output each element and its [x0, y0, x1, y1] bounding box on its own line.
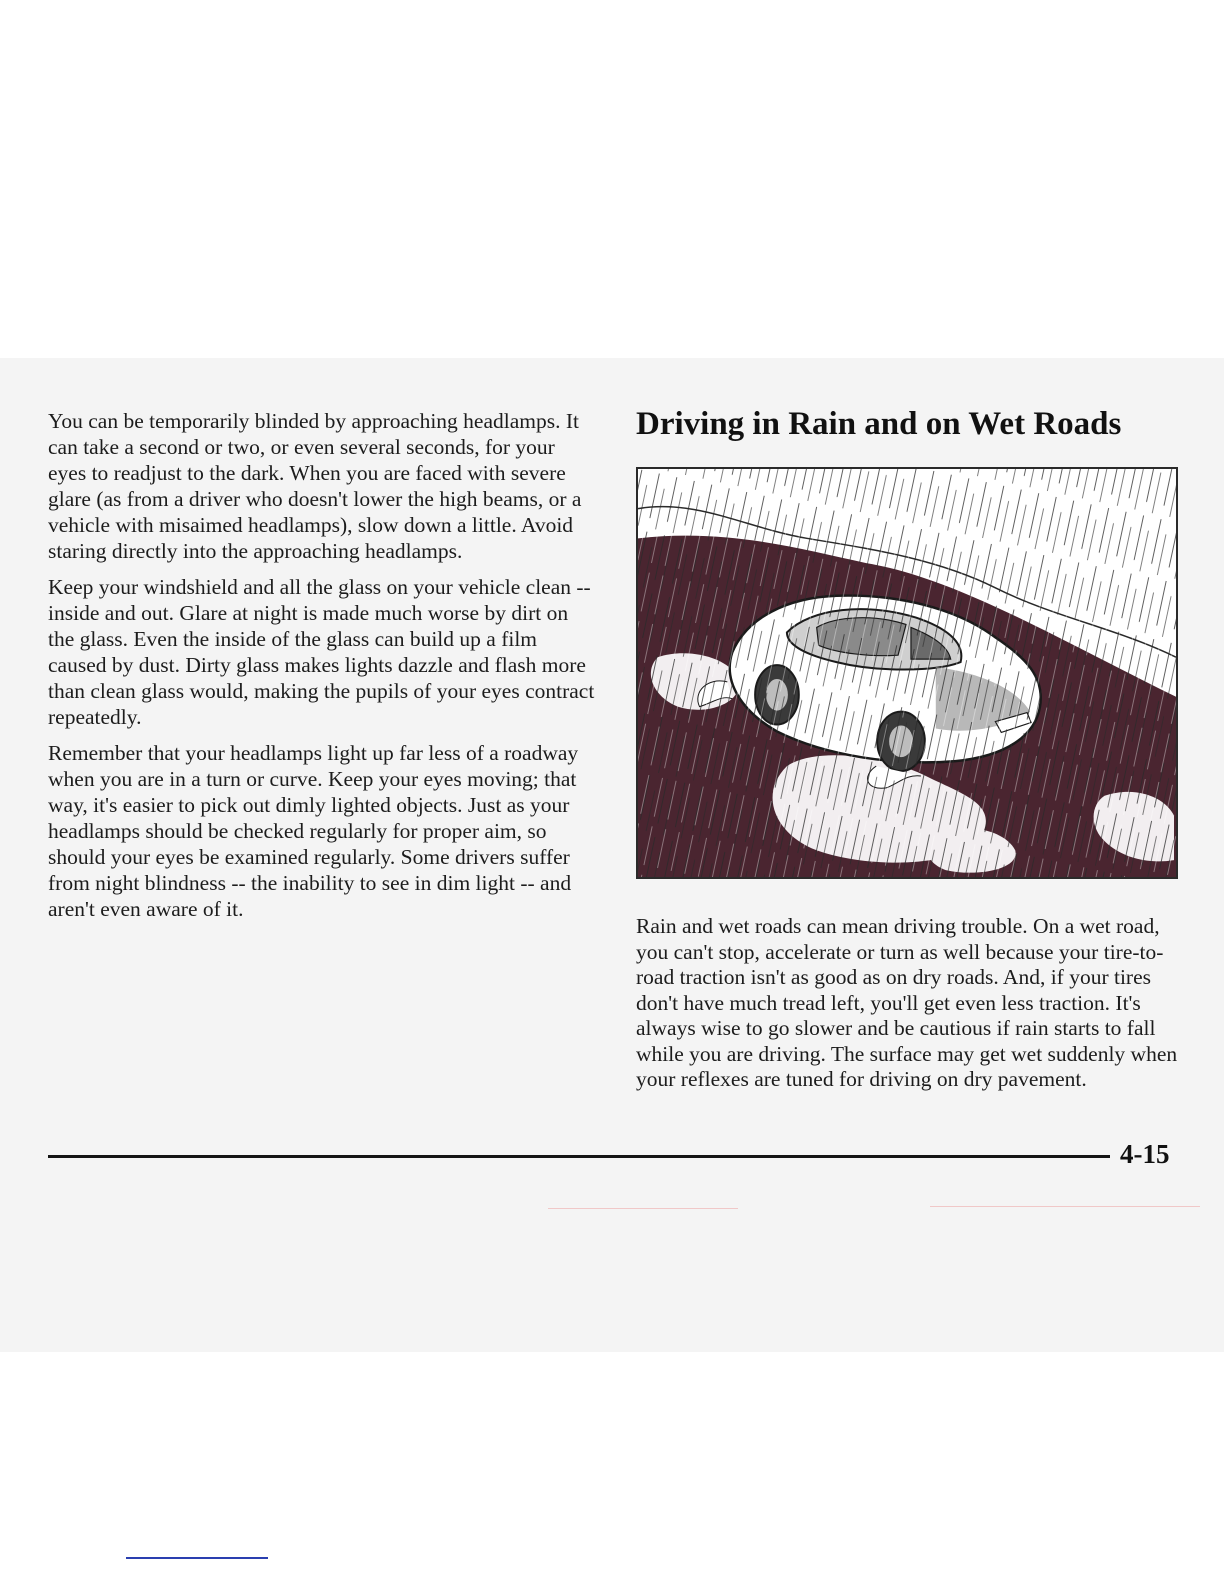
car-in-rain-illustration: [636, 467, 1178, 879]
scan-artifact-line: [548, 1208, 738, 1209]
paragraph-headlamp-glare: You can be temporarily blinded by approaching headlamps. It can take a second or two, or even several seconds, for your eyes to readjust to the dark. When you are faced with severe glare (as from a driver who doesn't lower the high beams, or a vehicle with misaimed headlamps), slow down a little. Avoid staring directly into the approaching headlamps.: [48, 409, 582, 563]
left-column: [48, 408, 596, 932]
bottom-underline-mark: [126, 1557, 268, 1559]
paragraph-wet-roads: Rain and wet roads can mean driving trouble. On a wet road, you can't stop, accelerate or turn as well because your tire-to-road traction isn't as good as on dry roads. And, if your tires don't have much tread left, you'll get even less traction. It's always wise to go slower and be cautious if rain starts to fall while you are driving. The surface may get wet suddenly when your reflexes are tuned for driving on dry pavement.: [636, 914, 1178, 1091]
page-number: 4-15: [1120, 1139, 1170, 1169]
right-column-header: [636, 404, 1184, 444]
footer-rule: [48, 1155, 1110, 1158]
rain-car-drawing: [638, 469, 1176, 877]
scan-artifact-line: [930, 1206, 1200, 1207]
section-heading: Driving in Rain and on Wet Roads: [636, 406, 1122, 442]
paragraph-clean-glass: Keep your windshield and all the glass on your vehicle clean -- inside and out. Glare at night is made much worse by dirt on the glass. Even the inside of the glass can build up a film caused by dust. Dirty glass makes lights dazzle and flash more than clean glass would, making the pupils of your eyes contract repeatedly.: [48, 575, 595, 729]
paragraph-night-vision: Remember that your headlamps light up far less of a roadway when you are in a turn or curve. Keep your eyes moving; that way, it's easier to pick out dimly lighted objects. Just as your headlamps should be checked regularly for proper aim, so should your eyes be examined regularly. Some drivers suffer from night blindness -- the inability to see in dim light -- and aren't even aware of it.: [48, 741, 579, 921]
